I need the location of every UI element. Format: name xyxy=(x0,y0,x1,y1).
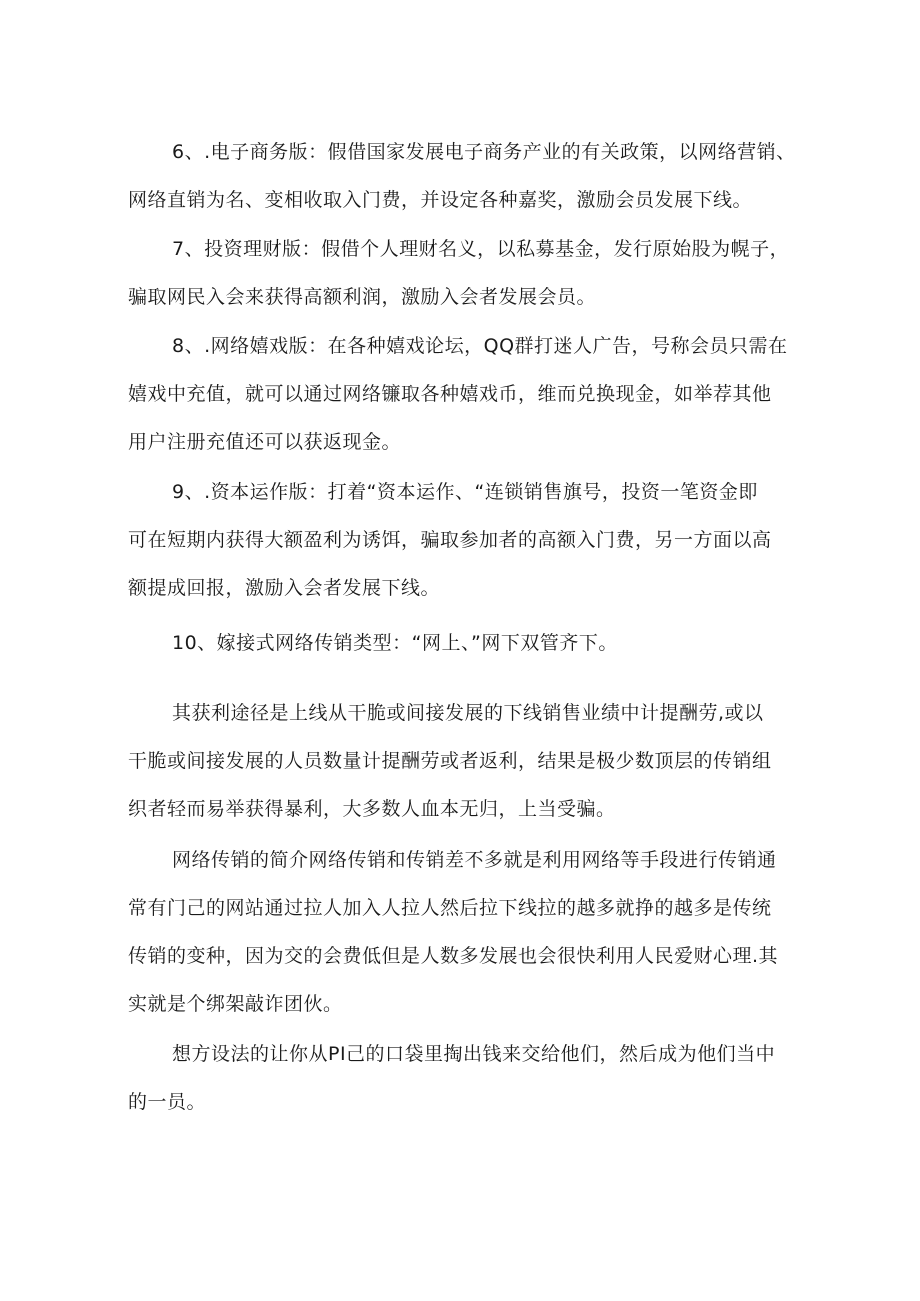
paragraph-profit xyxy=(128,689,828,833)
paragraph-line: 嬉戏中充值，就可以通过网络镰取各种嬉戏币，维而兑换现金，如举荐其他 xyxy=(128,383,772,405)
paragraph-line: 10、嫁接式网络传销类型：“网上、”网下双管齐下。 xyxy=(172,632,618,654)
paragraph-line: 的一员。 xyxy=(128,1091,207,1113)
paragraph-line: 网络传销的简介网络传销和传销差不多就是利用网络等手段进行传销通 xyxy=(172,849,777,871)
paragraph-line: 其获利途径是上线从干脆或间接发展的下线销售业绩中计提酬劳,或以 xyxy=(172,702,764,724)
paragraph-line: 想方设法的让你从PI己的口袋里掏出钱来交给他们，然后成为他们当中 xyxy=(172,1043,776,1065)
paragraph-item-10 xyxy=(128,619,828,667)
paragraph-item-8 xyxy=(128,322,828,466)
paragraph-line: 6、.电子商务版：假借国家发展电子商务产业的有关政策，以网络营销、 xyxy=(172,141,796,163)
paragraph-line: 常有门己的网站通过拉人加入人拉人然后拉下线拉的越多就挣的越多是传统 xyxy=(128,897,772,919)
paragraph-line: 织者轻而易举获得暴利，大多数人血本无归，上当受骗。 xyxy=(128,798,616,820)
paragraph-intro xyxy=(128,836,828,1028)
paragraph-item-9 xyxy=(128,468,828,612)
paragraph-line: 实就是个绑架敲诈团伙。 xyxy=(128,993,343,1015)
paragraph-line: 可在短期内获得大额盈利为诱饵，骗取参加者的高额入门费，另一方面以高 xyxy=(128,529,772,551)
paragraph-line: 网络直销为名、变相收取入门费，并设定各种嘉奖，激励会员发展下线。 xyxy=(128,189,753,211)
paragraph-closing xyxy=(128,1030,828,1126)
paragraph-line: 传销的变种，因为交的会费低但是人数多发展也会很快利用人民爱财心理.其 xyxy=(128,945,779,967)
paragraph-item-6 xyxy=(128,128,828,224)
paragraph-line: 8、.网络嬉戏版：在各种嬉戏论坛，QQ群打迷人广告，号称会员只需在 xyxy=(172,335,788,357)
paragraph-line: 7、投资理财版：假借个人理财名义，以私募基金，发行原始股为幌子， xyxy=(172,238,790,260)
paragraph-line: 额提成回报，激励入会者发展下线。 xyxy=(128,577,441,599)
paragraph-line: 用户注册充值还可以获返现金。 xyxy=(128,431,402,453)
paragraph-line: 骗取网民入会来获得高额利润，激励入会者发展会员。 xyxy=(128,286,597,308)
paragraph-item-7 xyxy=(128,225,828,321)
paragraph-line: 干脆或间接发展的人员数量计提酬劳或者返利，结果是极少数顶层的传销组 xyxy=(128,750,772,772)
paragraph-line: 9、.资本运作版：打着“资本运作、“连锁销售旗号，投资一笔资金即 xyxy=(172,481,758,503)
